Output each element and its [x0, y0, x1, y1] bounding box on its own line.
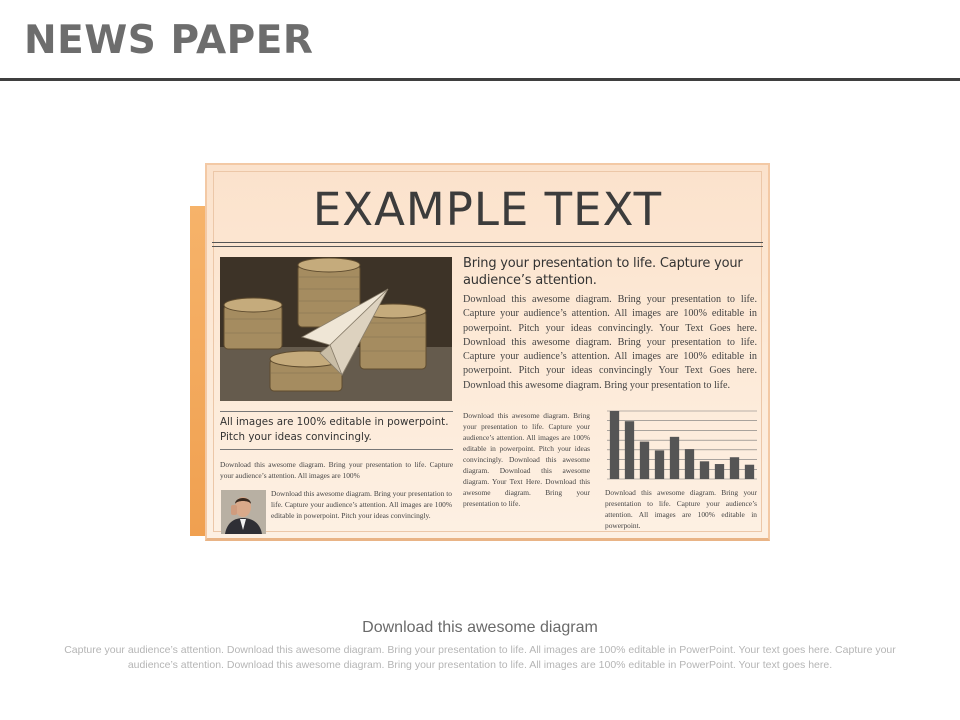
coins-paper-plane-illustration: [220, 257, 452, 401]
businessman-avatar: [221, 490, 266, 534]
chart-bar: [640, 442, 649, 479]
chart-bar: [685, 449, 694, 479]
chart-bar: [670, 437, 679, 479]
slide-title: NEWS PAPER: [24, 18, 314, 63]
left-column-text: Download this awesome diagram. Bring your presentation to life. Capture your audience’s attention. All images are 100%: [220, 460, 453, 480]
avatar-column-text: Download this awesome diagram. Bring your presentation to life. Capture your audience’s attention. All images are 100% editable in powerpoint. Pitch your ideas convincingly.: [271, 489, 452, 520]
chart-bar: [715, 464, 724, 479]
chart-caption: Download this awesome diagram. Bring your presentation to life. Capture your audience’s attention. All images are 100% editable in powerpoint.: [605, 488, 757, 530]
middle-column-text: Download this awesome diagram. Bring your presentation to life. Capture your audience’s attention. All images are 100% editable in powerpoint. Pitch your ideas convincingly. Download this awesome diagram. Download this awesome diagram. Your Text Here. Download this awesome diagram. Bring your presentation to life.: [463, 411, 590, 508]
footer-title: Download this awesome diagram: [362, 619, 598, 636]
masthead-rule-top: [212, 242, 763, 243]
caption-rule-top: [220, 411, 453, 412]
person-icon: [221, 490, 266, 534]
bar-chart: [605, 409, 757, 481]
newspaper: [205, 163, 770, 541]
coins-paper-plane-photo: [220, 257, 452, 401]
headline: Bring your presentation to life. Capture your audience’s attention.: [463, 256, 743, 288]
footer-text: Capture your audience’s attention. Download this awesome diagram. Bring your presentation to life. All images are 100% editable in PowerPoint. Your text goes here. Capture your audience’s attention. Download this awesome diagram. Bring your presentation to life. All images are 100% editable in PowerPoint. Your text goes here.: [64, 644, 896, 671]
photo-caption: All images are 100% editable in powerpoint. Pitch your ideas convincingly.: [220, 416, 449, 443]
lead-article-body: Download this awesome diagram. Bring your presentation to life. Capture your audience’s attention. All images are 100% editable in powerpoint. Pitch your ideas convincingly. Your Text Goes here. Download this awesome diagram. Bring your presentation to life. Capture your audience’s attention. All images are 100% editable in powerpoint. Pitch your ideas convincingly Your Text Goes here. Download this awesome diagram. Bring your presentation to life.: [463, 294, 757, 391]
chart-bar: [655, 450, 664, 479]
title-divider: [0, 78, 960, 81]
chart-bar: [745, 465, 754, 479]
chart-bar: [730, 457, 739, 479]
chart-bar: [700, 461, 709, 479]
chart-bar: [625, 421, 634, 479]
chart-bar: [610, 411, 619, 479]
caption-rule-bottom: [220, 449, 453, 450]
newspaper-masthead: EXAMPLE TEXT: [312, 183, 663, 236]
masthead-rule-bottom: [212, 246, 763, 247]
